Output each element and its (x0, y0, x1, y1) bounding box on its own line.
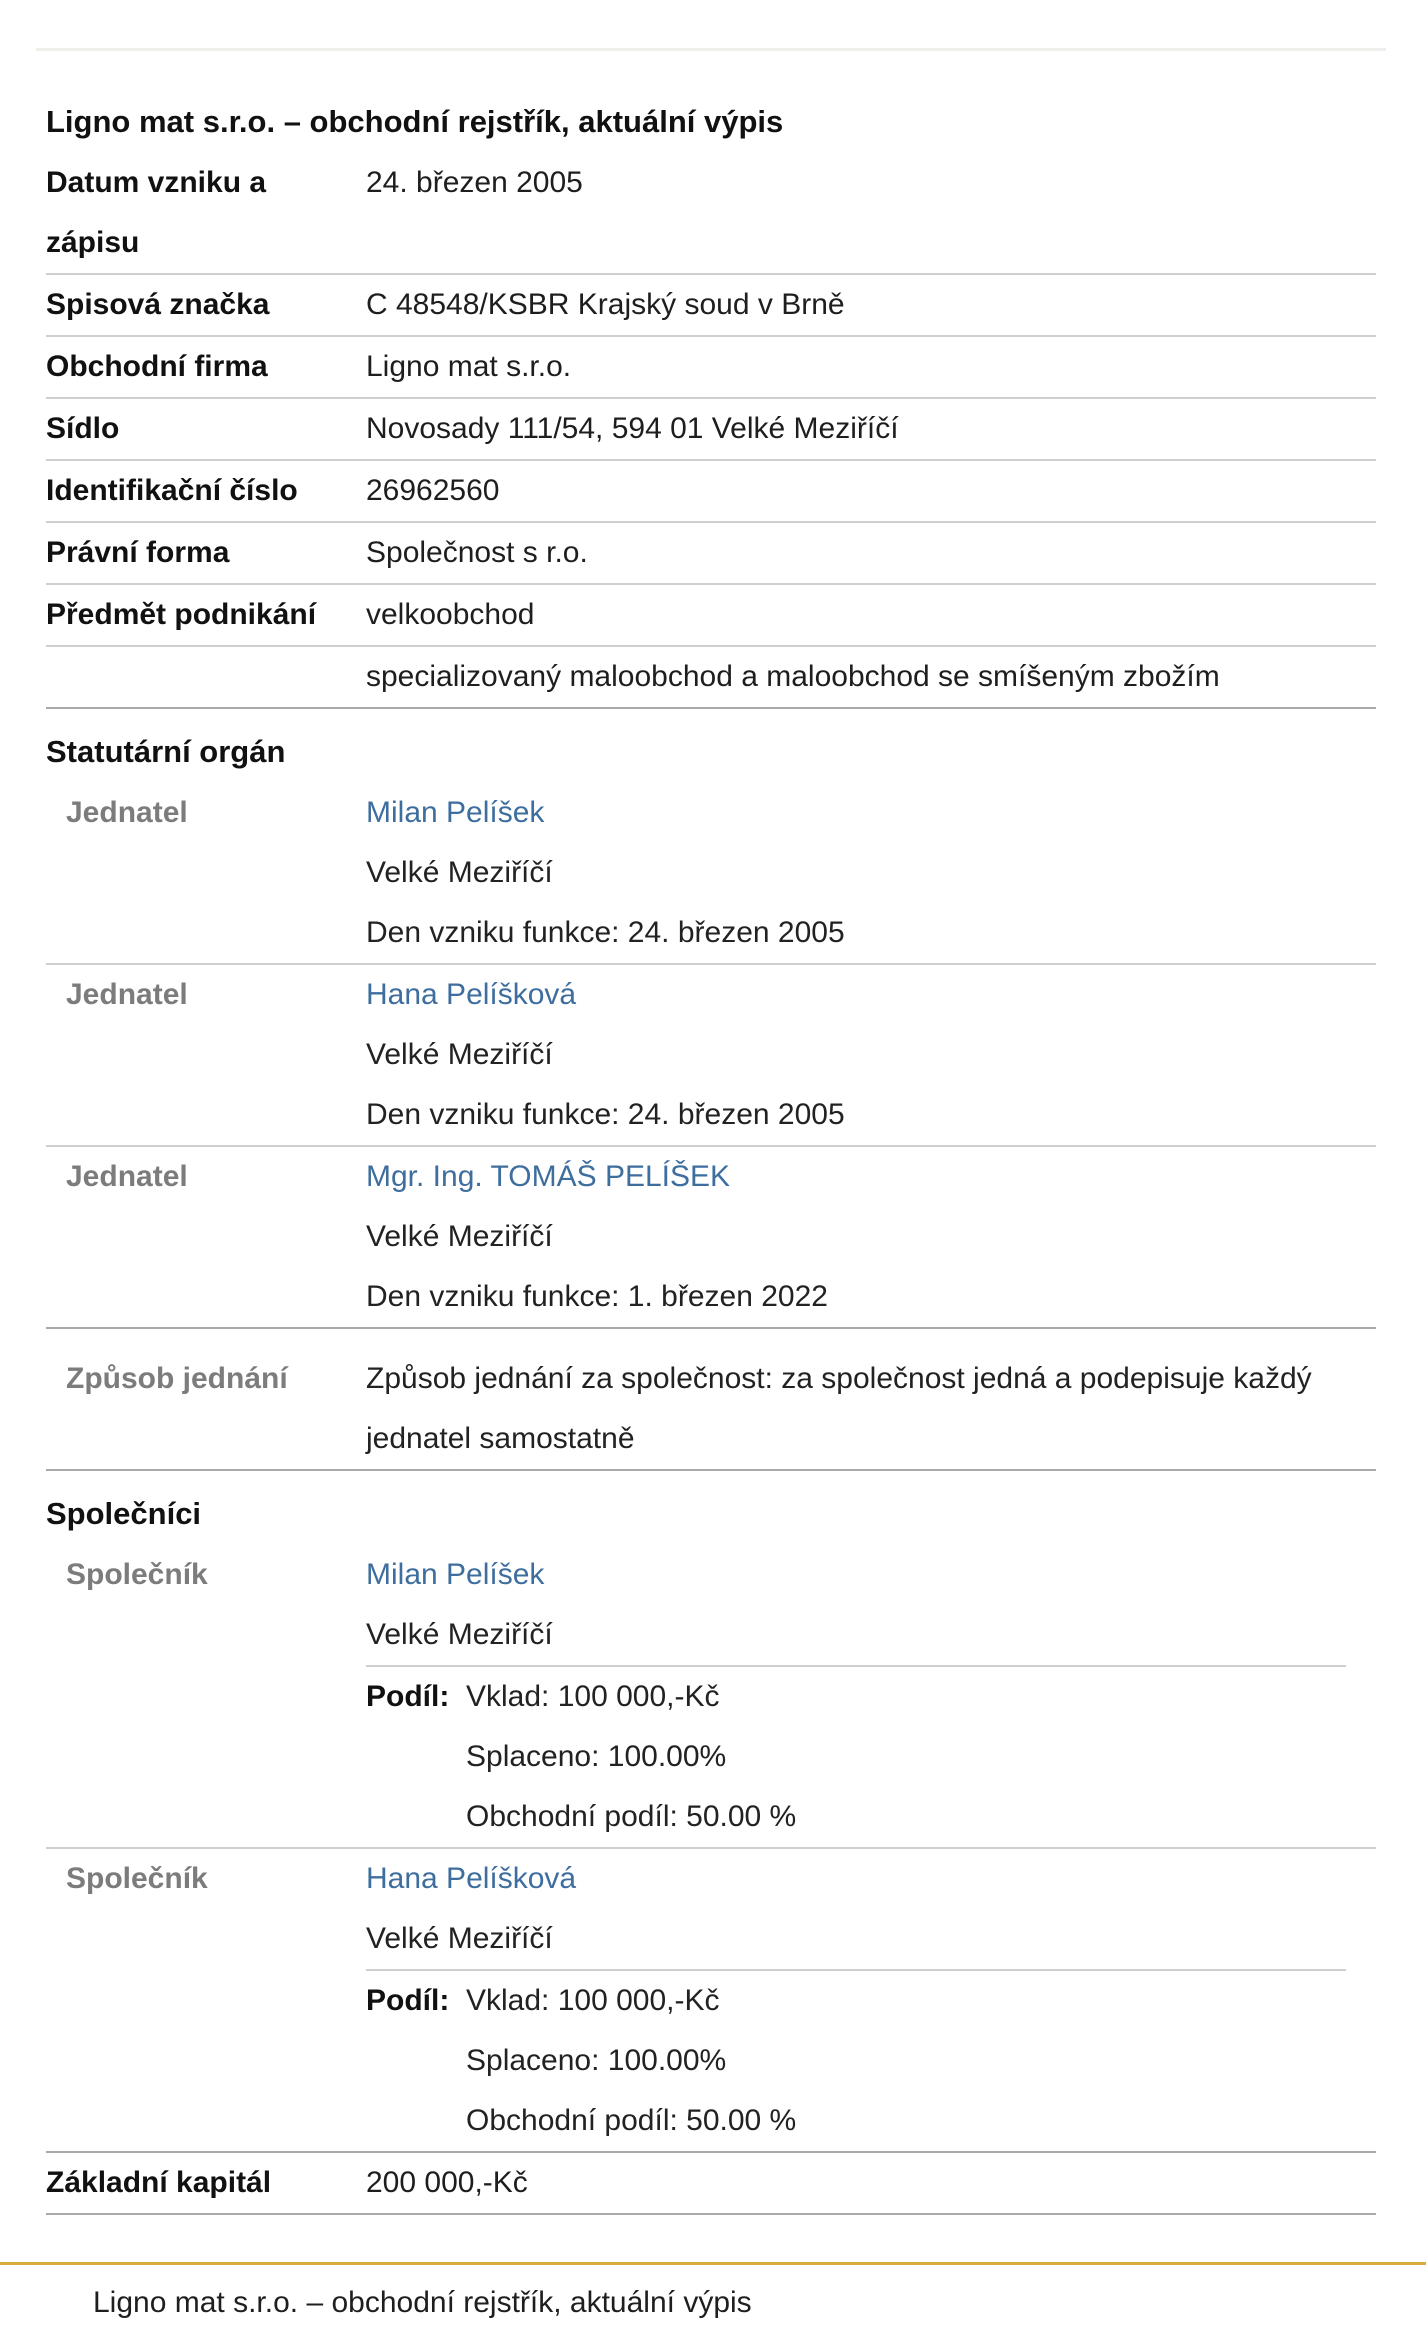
row-label: Identifikační číslo (46, 474, 298, 507)
partner-city: Velké Meziříčí (366, 1618, 553, 1651)
row-value: velkoobchod (366, 598, 535, 631)
share-label: Podíl: (366, 1984, 450, 2017)
partner-name-link[interactable]: Hana Pelíšková (366, 1862, 577, 1895)
member-name-link[interactable]: Milan Pelíšek (366, 796, 545, 829)
row-label: Základní kapitál (46, 2166, 272, 2199)
row-label: Spisová značka (46, 288, 270, 321)
member-since: Den vzniku funkce: 24. březen 2005 (366, 916, 845, 949)
member-role: Jednatel (66, 978, 188, 1011)
member-city: Velké Meziříčí (366, 1220, 553, 1253)
share-percent: Obchodní podíl: 50.00 % (466, 2104, 797, 2137)
row-business-activity (46, 585, 1376, 647)
partner-city: Velké Meziříčí (366, 1922, 553, 1955)
row-value: 200 000,-Kč (366, 2166, 528, 2199)
share-label: Podíl: (366, 1680, 450, 1713)
page-footer (0, 2262, 1426, 2339)
row-value: C 48548/KSBR Krajský soud v Brně (366, 288, 845, 321)
member-role: Jednatel (66, 1160, 188, 1193)
row-value: 26962560 (366, 474, 500, 507)
row-label: Sídlo (46, 412, 120, 445)
row-business-activity-2 (46, 647, 1376, 709)
row-legal-form (46, 523, 1376, 585)
row-value: Ligno mat s.r.o. (366, 350, 572, 383)
statutory-member (46, 1147, 1376, 1329)
share-paid: Splaceno: 100.00% (466, 1740, 727, 1773)
row-seat (46, 399, 1376, 461)
row-founded (46, 153, 1376, 275)
conduct-value: Způsob jednání za společnost: za společnost jedná a podepisuje každý jednatel samostatně (366, 1362, 1312, 1455)
row-label: Právní forma (46, 536, 230, 569)
footer-text: Ligno mat s.r.o. – obchodní rejstřík, aktuální výpis (93, 2286, 752, 2319)
partner (46, 1545, 1376, 1849)
conduct-label: Způsob jednání (66, 1362, 288, 1395)
member-since: Den vzniku funkce: 1. březen 2022 (366, 1280, 828, 1313)
member-name-link[interactable]: Hana Pelíšková (366, 978, 577, 1011)
member-role: Jednatel (66, 796, 188, 829)
row-ico (46, 461, 1376, 523)
row-company-name (46, 337, 1376, 399)
partner-share (366, 1969, 1346, 2151)
conduct-row (46, 1329, 1376, 1471)
member-city: Velké Meziříčí (366, 856, 553, 889)
statutory-title: Statutární orgán (46, 734, 286, 769)
statutory-member (46, 783, 1376, 965)
partners-title: Společníci (46, 1496, 202, 1531)
partner-role: Společník (66, 1558, 208, 1591)
partner (46, 1849, 1376, 2153)
statutory-member (46, 965, 1376, 1147)
row-capital (46, 2153, 1376, 2215)
share-paid: Splaceno: 100.00% (466, 2044, 727, 2077)
share-deposit: Vklad: 100 000,-Kč (466, 1984, 720, 2017)
share-deposit: Vklad: 100 000,-Kč (466, 1680, 720, 1713)
row-label (46, 647, 366, 707)
row-label: Předmět podnikání (46, 598, 317, 631)
row-label: Datum vzniku a zápisu (46, 166, 267, 259)
register-extract (36, 48, 1386, 2215)
row-value: Novosady 111/54, 594 01 Velké Meziříčí (366, 412, 899, 445)
partner-name-link[interactable]: Milan Pelíšek (366, 1558, 545, 1591)
row-value: 24. březen 2005 (366, 166, 583, 199)
member-city: Velké Meziříčí (366, 1038, 553, 1071)
member-since: Den vzniku funkce: 24. březen 2005 (366, 1098, 845, 1131)
row-file-number (46, 275, 1376, 337)
document-title: Ligno mat s.r.o. – obchodní rejstřík, aktuální výpis (46, 104, 784, 139)
partner-role: Společník (66, 1862, 208, 1895)
row-value: specializovaný maloobchod a maloobchod se smíšeným zbožím (366, 660, 1220, 693)
share-percent: Obchodní podíl: 50.00 % (466, 1800, 797, 1833)
row-value: Společnost s r.o. (366, 536, 588, 569)
member-name-link[interactable]: Mgr. Ing. TOMÁŠ PELÍŠEK (366, 1160, 731, 1193)
row-label: Obchodní firma (46, 350, 268, 383)
partner-share (366, 1665, 1346, 1847)
